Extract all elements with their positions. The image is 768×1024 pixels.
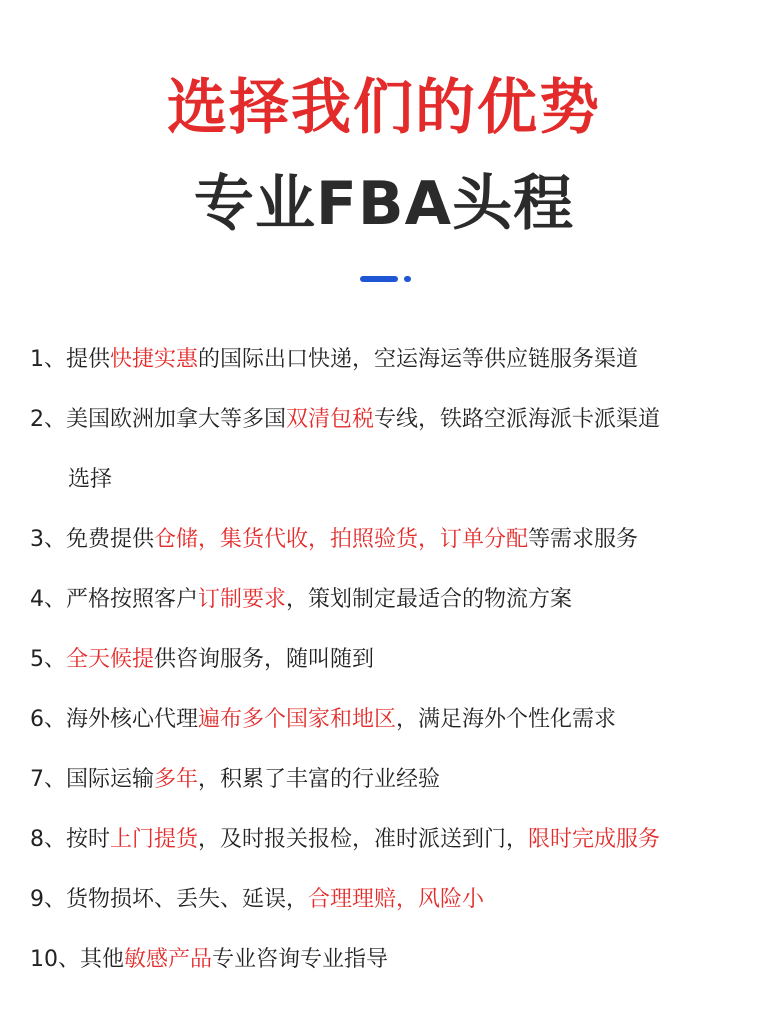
list-item-5: [30, 630, 740, 690]
list-item-2: [30, 390, 740, 510]
item-highlight-2: 限时完成服务: [528, 827, 661, 852]
item-text: 美国欧洲加拿大等多国: [66, 407, 287, 432]
item-number: 3、: [30, 527, 66, 552]
item-number: 9、: [30, 887, 66, 912]
item-highlight: 订制要求: [198, 587, 287, 612]
list-item-9: [30, 870, 740, 930]
list-item-7: [30, 750, 740, 810]
item-highlight: 合理理赔，风险小: [308, 887, 485, 912]
item-text: 按时: [66, 827, 111, 852]
item-number: 10、: [30, 947, 80, 972]
item-highlight: 敏感产品: [124, 947, 213, 972]
title-divider: [360, 276, 416, 284]
item-text-continued: 选择: [68, 467, 113, 492]
item-text: ，满足海外个性化需求: [396, 707, 617, 732]
list-item-6: [30, 690, 740, 750]
item-text: ，及时报关报检，准时派送到门，: [198, 827, 529, 852]
item-text: 免费提供: [66, 527, 155, 552]
item-number: 6、: [30, 707, 66, 732]
item-text: 的国际出口快递，空运海运等供应链服务渠道: [198, 347, 639, 372]
item-text: ，策划制定最适合的物流方案: [286, 587, 573, 612]
item-text: 专业咨询专业指导: [212, 947, 389, 972]
item-number: 2、: [30, 407, 66, 432]
item-highlight: 全天候提: [66, 647, 155, 672]
divider-bar: [360, 276, 398, 282]
item-highlight: 仓储，集货代收，拍照验货，订单分配: [154, 527, 529, 552]
item-text: 专线，铁路空派海派卡派渠道: [374, 407, 661, 432]
item-text: 等需求服务: [528, 527, 639, 552]
item-highlight: 遍布多个国家和地区: [198, 707, 397, 732]
list-item-4: [30, 570, 740, 630]
item-number: 7、: [30, 767, 66, 792]
item-number: 4、: [30, 587, 66, 612]
item-text: 海外核心代理: [66, 707, 199, 732]
page-title: 选择我们的优势: [167, 73, 601, 143]
list-item-1: [30, 330, 740, 390]
item-highlight: 双清包税: [286, 407, 375, 432]
item-text: 严格按照客户: [66, 587, 199, 612]
item-text: 提供: [66, 347, 111, 372]
item-text: 其他: [80, 947, 125, 972]
item-highlight: 多年: [154, 767, 199, 792]
item-text: 国际运输: [66, 767, 155, 792]
advantages-list: [30, 330, 740, 990]
item-number: 1、: [30, 347, 66, 372]
list-item-3: [30, 510, 740, 570]
page-subtitle: 专业FBA头程: [193, 169, 575, 239]
item-text: ，积累了丰富的行业经验: [198, 767, 441, 792]
divider-dot: [404, 276, 411, 282]
item-highlight: 快捷实惠: [110, 347, 199, 372]
item-highlight: 上门提货: [110, 827, 199, 852]
list-item-8: [30, 810, 740, 870]
item-text: 供咨询服务，随叫随到: [154, 647, 375, 672]
item-text: 货物损坏、丢失、延误，: [66, 887, 309, 912]
item-number: 5、: [30, 647, 66, 672]
item-number: 8、: [30, 827, 66, 852]
list-item-10: [30, 930, 740, 990]
